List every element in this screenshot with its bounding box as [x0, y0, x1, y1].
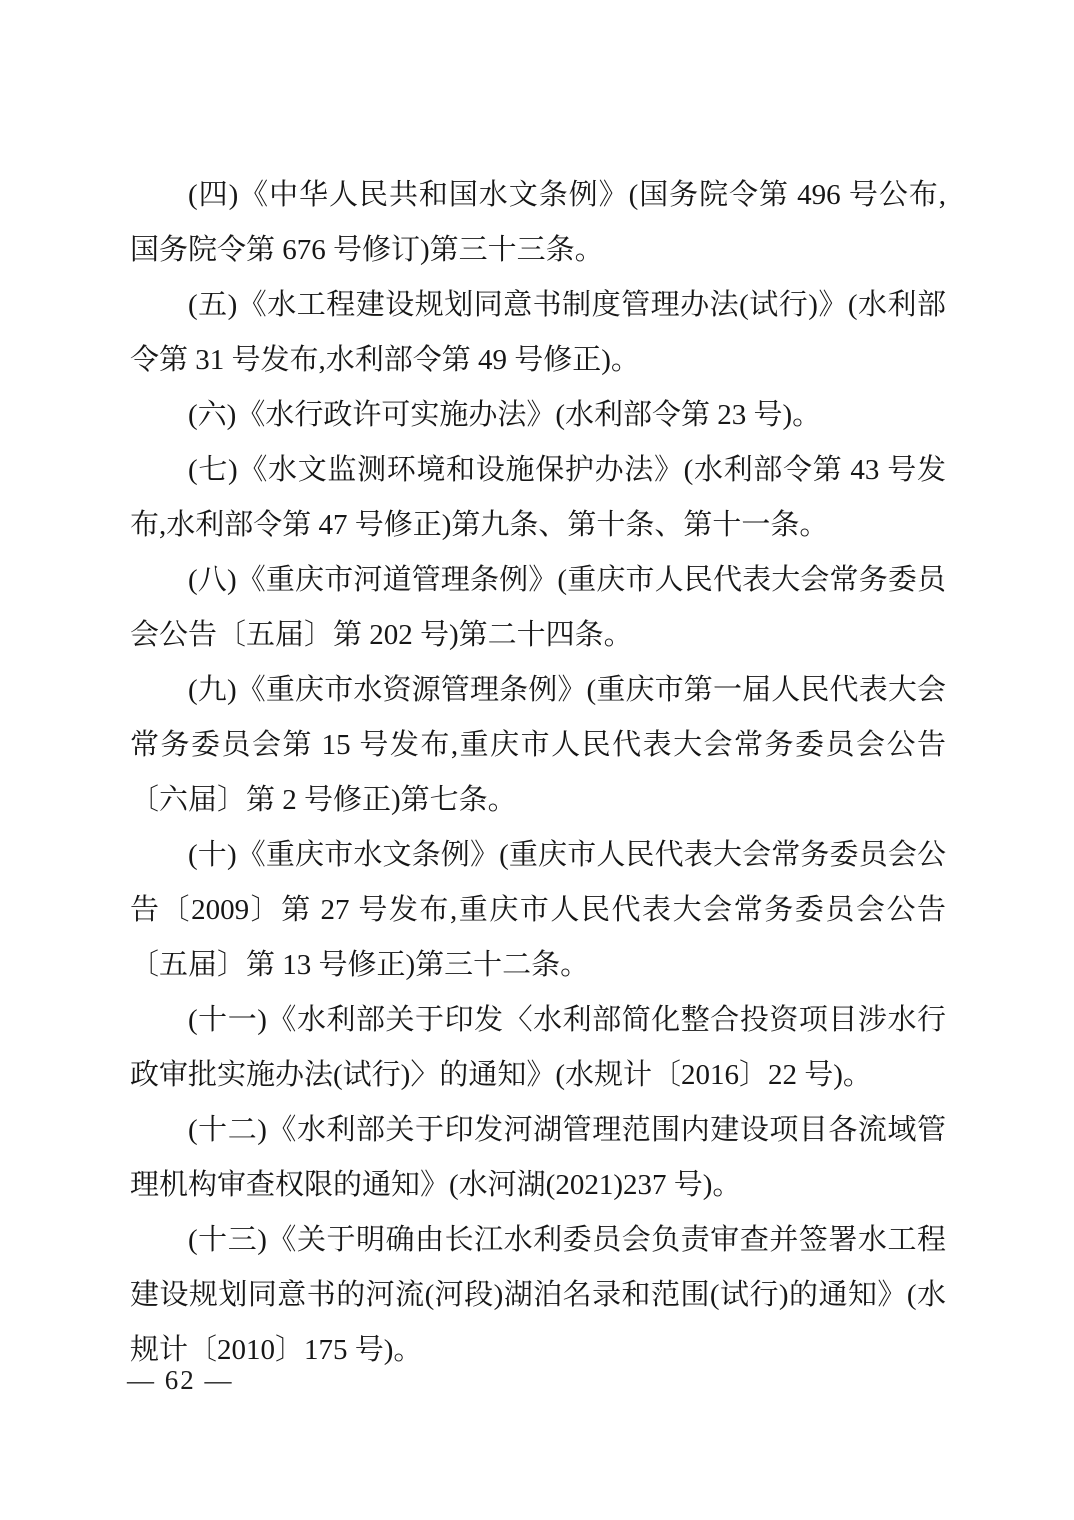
paragraph-item-8: (八)《重庆市河道管理条例》(重庆市人民代表大会常务委员会公告〔五届〕第 202 号)第二十四条。 — [130, 564, 946, 651]
paragraph-item-7: (七)《水文监测环境和设施保护办法》(水利部令第 43 号发布,水利部令第 47 号修正)第九条、第十条、第十一条。 — [130, 454, 946, 541]
paragraph-item-11: (十一)《水利部关于印发〈水利部简化整合投资项目涉水行政审批实施办法(试行)〉的通知》(水规计〔2016〕22 号)。 — [130, 1004, 946, 1091]
paragraph-item-12: (十二)《水利部关于印发河湖管理范围内建设项目各流域管理机构审查权限的通知》(水河湖(2021)237 号)。 — [130, 1114, 946, 1201]
paragraph-item-9: (九)《重庆市水资源管理条例》(重庆市第一届人民代表大会常务委员会第 15 号发布,重庆市人民代表大会常务委员会公告〔六届〕第 2 号修正)第七条。 — [130, 674, 946, 816]
document-body — [130, 168, 946, 1378]
page-footer — [127, 1360, 234, 1400]
paragraph-item-5: (五)《水工程建设规划同意书制度管理办法(试行)》(水利部令第 31 号发布,水利部令第 49 号修正)。 — [130, 289, 946, 376]
paragraph-item-13: (十三)《关于明确由长江水利委员会负责审查并签署水工程建设规划同意书的河流(河段)湖泊名录和范围(试行)的通知》(水规计〔2010〕175 号)。 — [130, 1224, 946, 1366]
paragraph-item-10: (十)《重庆市水文条例》(重庆市人民代表大会常务委员会公告〔2009〕第 27 号发布,重庆市人民代表大会常务委员会公告〔五届〕第 13 号修正)第三十二条。 — [130, 839, 946, 981]
page-number: — 62 — — [127, 1365, 234, 1395]
paragraph-item-6: (六)《水行政许可实施办法》(水利部令第 23 号)。 — [188, 399, 822, 431]
paragraph-item-4: (四)《中华人民共和国水文条例》(国务院令第 496 号公布,国务院令第 676 号修订)第三十三条。 — [130, 179, 946, 266]
